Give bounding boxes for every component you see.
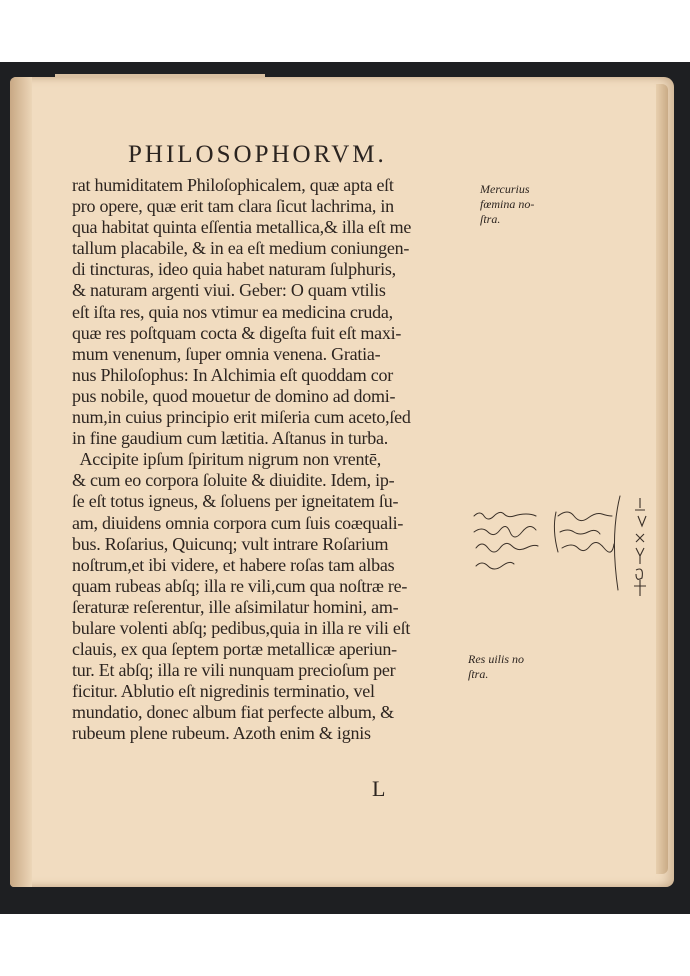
marginal-note-line: fœmina no- <box>480 197 535 211</box>
text-line: pus nobile, quod mouetur de domino ad domi- <box>72 385 396 406</box>
text-line: quam rubeas abſq; illa re vili,cum qua noſtræ re- <box>72 575 408 596</box>
marginal-note-line: ſtra. <box>480 212 501 226</box>
text-line: tur. Et abſq; illa re vili nunquam precioſum per <box>72 660 396 681</box>
text-line: bulare volenti abſq; pedibus,quia in illa re vili eſt <box>72 617 411 638</box>
text-line: mundatio, donec album fiat perfecte album, & <box>72 702 394 723</box>
text-line: & cum eo corpora ſoluite & diuidite. Idem, ip- <box>72 470 395 491</box>
text-line: quæ res poſtquam cocta & digeſta fuit eſt maxi- <box>72 322 402 343</box>
text-line: ficitur. Ablutio eſt nigredinis terminatio, vel <box>72 681 375 702</box>
text-line: noſtrum,et ibi videre, et habere roſas tam albas <box>72 554 395 575</box>
marginal-note-line: Res uilis no <box>468 652 524 666</box>
text-line: num,in cuius principio erit miſeria cum aceto,ſed <box>72 407 411 428</box>
page-gutter <box>10 77 32 887</box>
text-line: in fine gaudium cum lætitia. Aſtanus in turba. <box>72 428 388 449</box>
text-line: di tincturas, ideo quia habet naturam ſulphuris, <box>72 259 396 280</box>
text-line: pro opere, quæ erit tam clara ſicut lachrima, in <box>72 196 394 217</box>
text-line: ſe eſt totus igneus, & ſoluens per igneitatem ſu- <box>72 491 399 512</box>
text-line: nus Philoſophus: In Alchimia eſt quoddam cor <box>72 364 393 385</box>
marginal-note-mercurius <box>480 182 534 227</box>
marginal-note-line: Mercurius <box>480 182 530 196</box>
page-edge <box>656 84 668 874</box>
handwritten-annotation <box>470 490 650 610</box>
catchword-signature: L <box>372 776 386 801</box>
text-line: Accipite ipſum ſpiritum nigrum non vrentē, <box>72 449 381 470</box>
running-header: PHILOSOPHORVM. <box>128 141 387 168</box>
marginal-note-line: ſtra. <box>468 667 489 681</box>
text-line: eſt iſta res, quia nos vtimur ea medicina cruda, <box>72 301 393 322</box>
text-line: qua habitat quinta eſſentia metallica,& illa eſt me <box>72 217 412 238</box>
text-line: rat humiditatem Philoſophicalem, quæ apta eſt <box>72 175 394 195</box>
text-line: am, diuidens omnia corpora cum ſuis coæquali- <box>72 512 404 533</box>
text-line: mum venenum, ſuper omnia venena. Gratia- <box>72 343 381 364</box>
text-line: rubeum plene rubeum. Azoth enim & ignis <box>72 723 371 744</box>
text-line: tallum placabile, & in ea eſt medium coniungen- <box>72 238 410 259</box>
body-text <box>72 175 472 745</box>
text-line: clauis, ex qua ſeptem portæ metallicæ aperiun- <box>72 639 397 660</box>
text-line: & naturam argenti viui. Geber: O quam vtilis <box>72 280 386 301</box>
marginal-note-res-vilis <box>468 652 524 682</box>
text-line: bus. Roſarius, Quicunq; vult intrare Roſarium <box>72 533 389 554</box>
text-line: ſeraturæ reſerentur, ille aſsimilatur homini, am- <box>72 596 399 617</box>
